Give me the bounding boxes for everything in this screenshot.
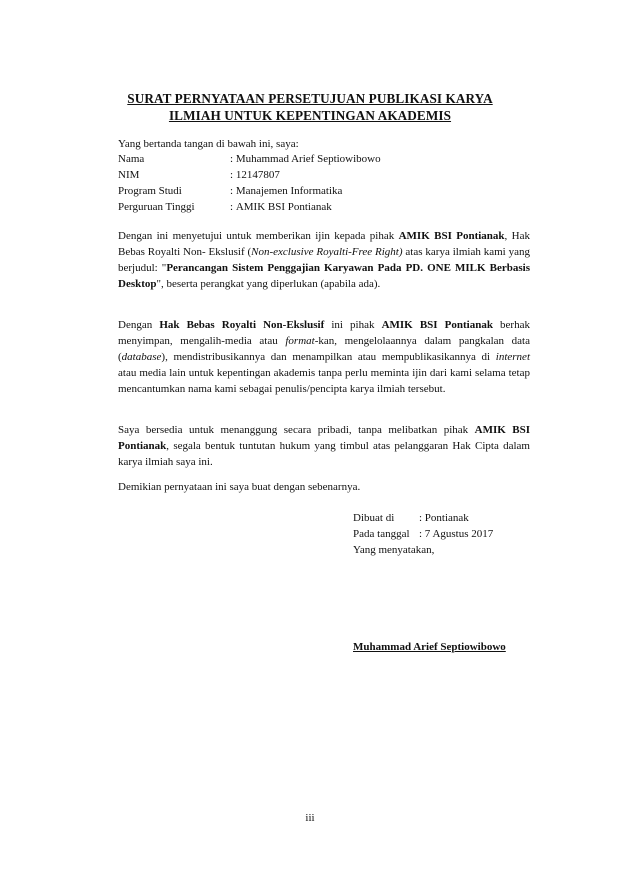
identity-value: AMIK BSI Pontianak <box>235 201 332 213</box>
text-run: Dengan ini menyetujui untuk memberikan ijin kepada pihak <box>118 230 399 242</box>
text-run: , segala bentuk tuntutan hukum yang timbul atas pelanggaran Hak Cipta dalam karya ilmiah saya ini. <box>118 440 530 468</box>
text-run: Dengan <box>118 319 160 331</box>
title-line-2: ILMIAH UNTUK KEPENTINGAN AKADEMIS <box>168 108 452 123</box>
signature-place-row <box>353 510 493 526</box>
identity-value: Manajemen Informatika <box>235 185 343 197</box>
bold-run: AMIK BSI Pontianak <box>381 319 493 331</box>
identity-sep: : <box>230 185 234 197</box>
text-run: berhak menyimpan, mengalih-media atau <box>118 319 530 347</box>
identity-label: NIM <box>118 169 140 181</box>
paragraph-liability <box>118 422 530 470</box>
document-title <box>0 90 620 124</box>
page-number: iii <box>305 812 315 824</box>
title-line-1: SURAT PERNYATAAN PERSETUJUAN PUBLIKASI KARYA <box>127 91 493 106</box>
text-run: atau media lain untuk kepentingan akademis tanpa perlu meminta ijin dari kami selama tetap mencantumkan nama kami sebagai penulis/pencipta karya ilmiah tersebut. <box>118 367 530 395</box>
identity-value: 12147807 <box>235 169 280 181</box>
identity-block <box>118 151 381 215</box>
italic-run: format <box>285 335 315 347</box>
intro-text: Yang bertanda tangan di bawah ini, saya: <box>118 138 299 150</box>
signature-block <box>353 510 493 558</box>
bold-run: AMIK BSI Pontianak <box>118 424 530 452</box>
identity-row-university <box>118 199 381 215</box>
date-label: Pada tanggal <box>353 528 410 540</box>
identity-sep: : <box>230 153 234 165</box>
thesis-title: Perancangan Sistem Penggajian Karyawan Pada PD. ONE MILK Berbasis Desktop <box>118 262 530 290</box>
text-run: ), mendistribusikannya dan menampilkan atau mempublikasikannya di <box>161 351 496 363</box>
identity-label: Perguruan Tinggi <box>118 201 195 213</box>
text-run: Saya bersedia untuk menanggung secara pribadi, tanpa melibatkan pihak <box>118 424 475 436</box>
text-run: , Hak Bebas Royalti Non- Ekslusif ( <box>118 230 530 258</box>
text-run: atas karya ilmiah kami yang berjudul: " <box>118 246 530 274</box>
identity-sep: : <box>230 201 234 213</box>
identity-row-name <box>118 151 381 167</box>
paragraph-rights <box>118 317 530 397</box>
signature-date-row <box>353 526 493 542</box>
text-run: ", beserta perangkat yang diperlukan (apabila ada). <box>156 278 381 290</box>
signer-name: Muhammad Arief Septiowibowo <box>353 641 506 653</box>
italic-run: internet <box>495 351 530 363</box>
identity-value: Muhammad Arief Septiowibowo <box>235 153 381 165</box>
identity-row-nim <box>118 167 381 183</box>
place-label: Dibuat di <box>353 512 395 524</box>
signature-closing: Yang menyatakan, <box>353 544 435 556</box>
identity-row-program <box>118 183 381 199</box>
bold-run: AMIK BSI Pontianak <box>398 230 505 242</box>
bold-run: Hak Bebas Royalti Non-Ekslusif <box>159 319 325 331</box>
text-run: -kan, mengelolaannya dalam pangkalan data ( <box>118 335 530 363</box>
date-value: : 7 Agustus 2017 <box>419 528 494 540</box>
paragraph-consent <box>118 228 530 292</box>
text-run: ini pihak <box>324 319 382 331</box>
identity-label: Nama <box>118 153 145 165</box>
italic-run: Non-exclusive Royalti-Free Right) <box>251 246 403 258</box>
paragraph-closing: Demikian pernyataan ini saya buat dengan sebenarnya. <box>118 481 361 493</box>
identity-sep: : <box>230 169 234 181</box>
italic-run: database <box>121 351 162 363</box>
identity-label: Program Studi <box>118 185 182 197</box>
place-value: : Pontianak <box>419 512 469 524</box>
